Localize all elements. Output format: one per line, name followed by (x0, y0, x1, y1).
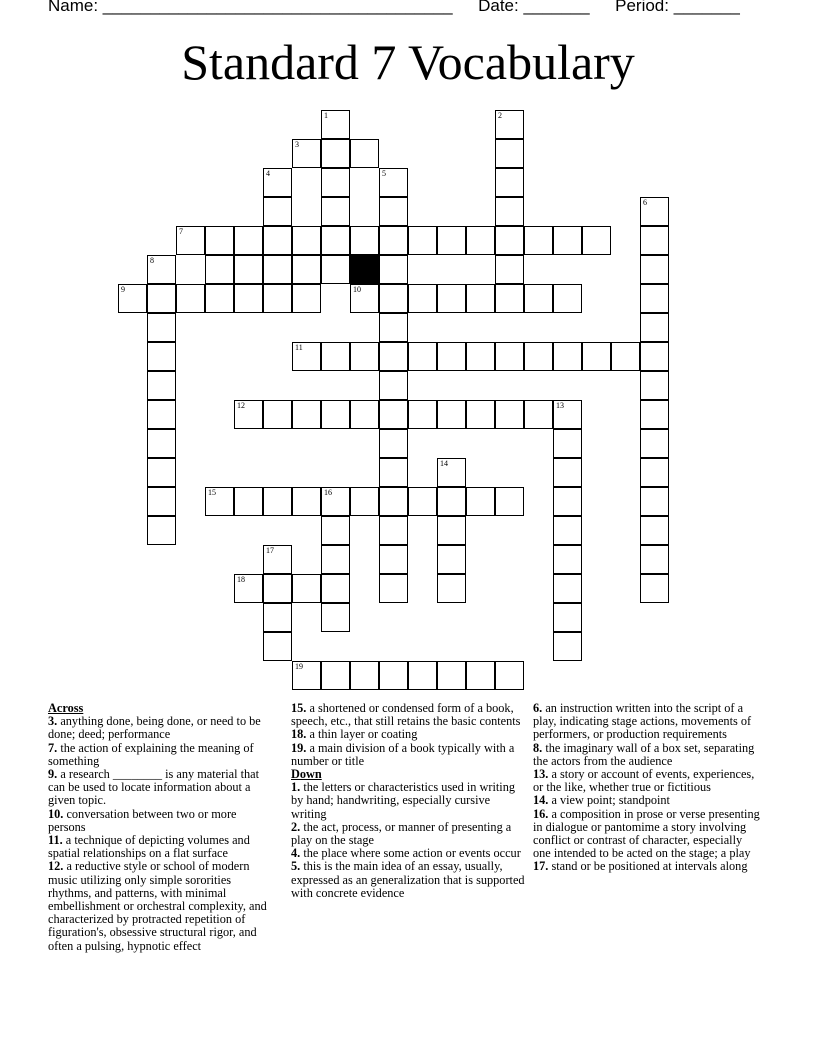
crossword-cell[interactable] (524, 400, 553, 429)
crossword-cell[interactable] (350, 400, 379, 429)
crossword-cell[interactable] (408, 342, 437, 371)
crossword-cell[interactable] (147, 429, 176, 458)
clues-column-2 (291, 702, 527, 900)
crossword-cell[interactable] (234, 487, 263, 516)
crossword-cell[interactable] (640, 313, 669, 342)
crossword-cell[interactable] (147, 458, 176, 487)
down-clue: 5. this is the main idea of an essay, usually, expressed as an generalization that is supported with concrete evidence (291, 859, 525, 900)
crossword-cell[interactable] (350, 226, 379, 255)
crossword-cell[interactable] (147, 313, 176, 342)
clue-number: 6 (643, 198, 647, 207)
down-clue: 16. a composition in prose or verse presenting in dialogue or pantomime a story involving conflict or contrast of character, especially one intended to be acted on the stage; a play (533, 806, 760, 861)
clue-number: 17 (266, 546, 274, 555)
crossword-cell[interactable] (611, 342, 640, 371)
crossword-cell[interactable] (640, 516, 669, 545)
crossword-cell[interactable] (292, 139, 321, 168)
crossword-cell[interactable] (263, 487, 292, 516)
date-field[interactable]: Date: _______ (478, 0, 590, 15)
crossword-cell[interactable] (495, 284, 524, 313)
crossword-cell[interactable] (553, 545, 582, 574)
header (48, 0, 768, 16)
crossword-cell[interactable] (205, 255, 234, 284)
crossword-cell[interactable] (379, 226, 408, 255)
across-clue: 12. a reductive style or school of modern music utilizing only simple sororities rhythms, and patterns, with minimal embellishment or orchestral complexity, and characterized by protracted repetition of figuration's, obsessive structural rigor, and often a pulsing, hypnotic effect (48, 859, 267, 953)
clue-number: 12 (237, 401, 245, 410)
crossword-cell[interactable] (292, 661, 321, 690)
crossword-cell[interactable] (292, 226, 321, 255)
crossword-cell[interactable] (321, 603, 350, 632)
crossword-cell[interactable] (437, 661, 466, 690)
down-clue: 4. the place where some action or events occur (291, 846, 521, 861)
crossword-cell[interactable] (176, 284, 205, 313)
crossword-cell[interactable] (234, 226, 263, 255)
crossword-cell[interactable] (263, 226, 292, 255)
down-clue: 1. the letters or characteristics used in writing by hand; handwriting, especially cursive writing (291, 780, 516, 821)
across-clue: 9. a research ________ is any material that can be used to locate information about a given topic. (48, 767, 260, 808)
down-clue: 8. the imaginary wall of a box set, separating the actors from the audience (533, 740, 755, 768)
crossword-cell[interactable] (524, 284, 553, 313)
crossword-cell[interactable] (321, 139, 350, 168)
clue-number: 4 (266, 169, 270, 178)
crossword-cell[interactable] (466, 226, 495, 255)
crossword-cell[interactable] (495, 197, 524, 226)
crossword-cell[interactable] (553, 226, 582, 255)
crossword-cell[interactable] (379, 429, 408, 458)
crossword-cell[interactable] (640, 458, 669, 487)
crossword-cell[interactable] (495, 226, 524, 255)
crossword-cell[interactable] (147, 400, 176, 429)
crossword-cell[interactable] (640, 226, 669, 255)
crossword-cell[interactable] (553, 400, 582, 429)
crossword-cell[interactable] (176, 226, 205, 255)
crossword-cell[interactable] (263, 632, 292, 661)
clue-number: 16 (324, 488, 332, 497)
down-heading: Down (291, 767, 322, 782)
crossword-cell[interactable] (118, 284, 147, 313)
crossword-cell[interactable] (234, 574, 263, 603)
clues-column-1 (48, 702, 276, 953)
crossword-cell[interactable] (437, 400, 466, 429)
crossword-cell[interactable] (263, 168, 292, 197)
crossword-cell[interactable] (205, 284, 234, 313)
crossword-cell[interactable] (263, 197, 292, 226)
crossword-cell[interactable] (350, 487, 379, 516)
crossword-cell[interactable] (524, 342, 553, 371)
crossword-cell[interactable] (553, 516, 582, 545)
crossword-cell[interactable] (379, 545, 408, 574)
clues-column-3 (533, 702, 761, 874)
clue-number: 9 (121, 285, 125, 294)
crossword-cell[interactable] (640, 574, 669, 603)
clue-number: 11 (295, 343, 303, 352)
clue-number: 10 (353, 285, 361, 294)
down-clue: 14. a view point; standpoint (533, 793, 670, 808)
crossword-cell[interactable] (379, 661, 408, 690)
crossword-cell[interactable] (263, 400, 292, 429)
crossword-cell[interactable] (408, 487, 437, 516)
clue-number: 1 (324, 111, 328, 120)
crossword-cell[interactable] (495, 255, 524, 284)
crossword-cell[interactable] (292, 255, 321, 284)
crossword-cell[interactable] (553, 632, 582, 661)
crossword-cell[interactable] (640, 197, 669, 226)
crossword-cell[interactable] (495, 168, 524, 197)
clue-number: 14 (440, 459, 448, 468)
clue-number: 5 (382, 169, 386, 178)
crossword-cell[interactable] (466, 400, 495, 429)
down-clue: 6. an instruction written into the script of a play, indicating stage actions, movements of performers, or production requirements (533, 701, 752, 742)
crossword-cell[interactable] (379, 574, 408, 603)
crossword-cell[interactable] (640, 255, 669, 284)
crossword-cell[interactable] (379, 342, 408, 371)
crossword-cell[interactable] (553, 429, 582, 458)
clue-number: 2 (498, 111, 502, 120)
crossword-cell[interactable] (495, 110, 524, 139)
crossword-cell[interactable] (553, 342, 582, 371)
crossword-cell[interactable] (292, 284, 321, 313)
across-clue: 15. a shortened or condensed form of a book, speech, etc., that still retains the basic contents (291, 701, 521, 729)
crossword-cell[interactable] (495, 487, 524, 516)
crossword-cell[interactable] (466, 284, 495, 313)
across-heading: Across (48, 701, 84, 715)
crossword-cell[interactable] (321, 110, 350, 139)
crossword-cell[interactable] (321, 255, 350, 284)
crossword-cell[interactable] (553, 574, 582, 603)
clue-number: 19 (295, 662, 303, 671)
crossword-cell[interactable] (379, 168, 408, 197)
crossword-cell[interactable] (640, 342, 669, 371)
crossword-cell[interactable] (379, 255, 408, 284)
crossword-cell[interactable] (466, 487, 495, 516)
crossword-cell[interactable] (408, 400, 437, 429)
crossword-cell[interactable] (379, 487, 408, 516)
crossword-cell[interactable] (147, 255, 176, 284)
crossword-cell[interactable] (437, 458, 466, 487)
crossword-cell[interactable] (350, 342, 379, 371)
across-clue: 18. a thin layer or coating (291, 727, 418, 742)
clue-number: 18 (237, 575, 245, 584)
crossword-cell[interactable] (292, 342, 321, 371)
crossword-cell[interactable] (321, 661, 350, 690)
crossword-cell[interactable] (379, 458, 408, 487)
crossword-cell[interactable] (553, 603, 582, 632)
crossword-cell[interactable] (437, 226, 466, 255)
crossword-cell[interactable] (147, 371, 176, 400)
crossword-cell[interactable] (379, 284, 408, 313)
clue-number: 15 (208, 488, 216, 497)
crossword-cell[interactable] (437, 516, 466, 545)
crossword-cell[interactable] (408, 661, 437, 690)
crossword-cell[interactable] (640, 284, 669, 313)
across-clue: 19. a main division of a book typically with a number or title (291, 740, 515, 768)
crossword-cell[interactable] (292, 574, 321, 603)
crossword-cell[interactable] (553, 458, 582, 487)
crossword-cell[interactable] (437, 342, 466, 371)
crossword-cell[interactable] (234, 284, 263, 313)
crossword-cell[interactable] (524, 226, 553, 255)
across-clue: 10. conversation between two or more persons (48, 806, 237, 834)
crossword-cell[interactable] (263, 603, 292, 632)
crossword-cell[interactable] (292, 400, 321, 429)
crossword-cell[interactable] (495, 661, 524, 690)
down-clue: 2. the act, process, or manner of presenting a play on the stage (291, 819, 512, 848)
crossword-cell[interactable] (408, 226, 437, 255)
crossword-cell[interactable] (466, 661, 495, 690)
name-field[interactable]: Name: _____________________________________ (48, 0, 453, 15)
down-clue: 13. a story or account of events, experiences, or the like, whether true or fictitious (533, 767, 755, 795)
clue-number: 13 (556, 401, 564, 410)
crossword-cell[interactable] (234, 400, 263, 429)
crossword-cell[interactable] (495, 139, 524, 168)
crossword-cell[interactable] (205, 226, 234, 255)
crossword-cell[interactable] (263, 284, 292, 313)
crossword-cell[interactable] (321, 400, 350, 429)
clue-number: 7 (179, 227, 183, 236)
across-clue: 11. a technique of depicting volumes and spatial relationships on a flat surface (48, 833, 250, 861)
across-clue: 3. anything done, being done, or need to be done; deed; performance (48, 714, 261, 742)
crossword-cell[interactable] (553, 487, 582, 516)
crossword-cell[interactable] (640, 487, 669, 516)
crossword-cell[interactable] (640, 429, 669, 458)
crossword-cell[interactable] (350, 284, 379, 313)
crossword-cell[interactable] (640, 545, 669, 574)
crossword-cell[interactable] (379, 371, 408, 400)
crossword-cell[interactable] (437, 545, 466, 574)
period-field[interactable]: Period: _______ (615, 0, 740, 15)
crossword-cell[interactable] (321, 487, 350, 516)
crossword-cell[interactable] (640, 400, 669, 429)
crossword-cell[interactable] (437, 487, 466, 516)
crossword-cell[interactable] (350, 139, 379, 168)
crossword-cell[interactable] (205, 487, 234, 516)
down-clue: 17. stand or be positioned at intervals along (533, 859, 748, 874)
clue-number: 3 (295, 140, 299, 149)
crossword-cell[interactable] (408, 284, 437, 313)
crossword-cell[interactable] (147, 342, 176, 371)
crossword-cell[interactable] (495, 400, 524, 429)
crossword-cell[interactable] (234, 255, 263, 284)
crossword-cell[interactable] (147, 487, 176, 516)
crossword-cell[interactable] (582, 226, 611, 255)
crossword-cell[interactable] (495, 342, 524, 371)
crossword-cell[interactable] (321, 226, 350, 255)
crossword-cell[interactable] (553, 284, 582, 313)
crossword-cell[interactable] (379, 313, 408, 342)
crossword-cell[interactable] (147, 516, 176, 545)
crossword-cell[interactable] (437, 284, 466, 313)
crossword-cell[interactable] (321, 516, 350, 545)
crossword-cell[interactable] (263, 545, 292, 574)
crossword-cell[interactable] (582, 342, 611, 371)
crossword-cell[interactable] (640, 371, 669, 400)
crossword-cell[interactable] (263, 574, 292, 603)
crossword-cell[interactable] (147, 284, 176, 313)
clue-number: 8 (150, 256, 154, 265)
crossword-cell[interactable] (321, 197, 350, 226)
crossword-cell[interactable] (321, 574, 350, 603)
crossword-cell[interactable] (321, 545, 350, 574)
crossword-cell[interactable] (321, 168, 350, 197)
crossword-cell[interactable] (466, 342, 495, 371)
crossword-cell[interactable] (379, 400, 408, 429)
crossword-cell[interactable] (379, 516, 408, 545)
crossword-cell[interactable] (263, 255, 292, 284)
crossword-cell[interactable] (350, 661, 379, 690)
across-clue: 7. the action of explaining the meaning of something (48, 740, 254, 768)
crossword-cell[interactable] (437, 574, 466, 603)
crossword-cell[interactable] (321, 342, 350, 371)
black-square (350, 255, 379, 284)
page-title: Standard 7 Vocabulary (181, 34, 635, 90)
crossword-cell[interactable] (379, 197, 408, 226)
crossword-cell[interactable] (292, 487, 321, 516)
